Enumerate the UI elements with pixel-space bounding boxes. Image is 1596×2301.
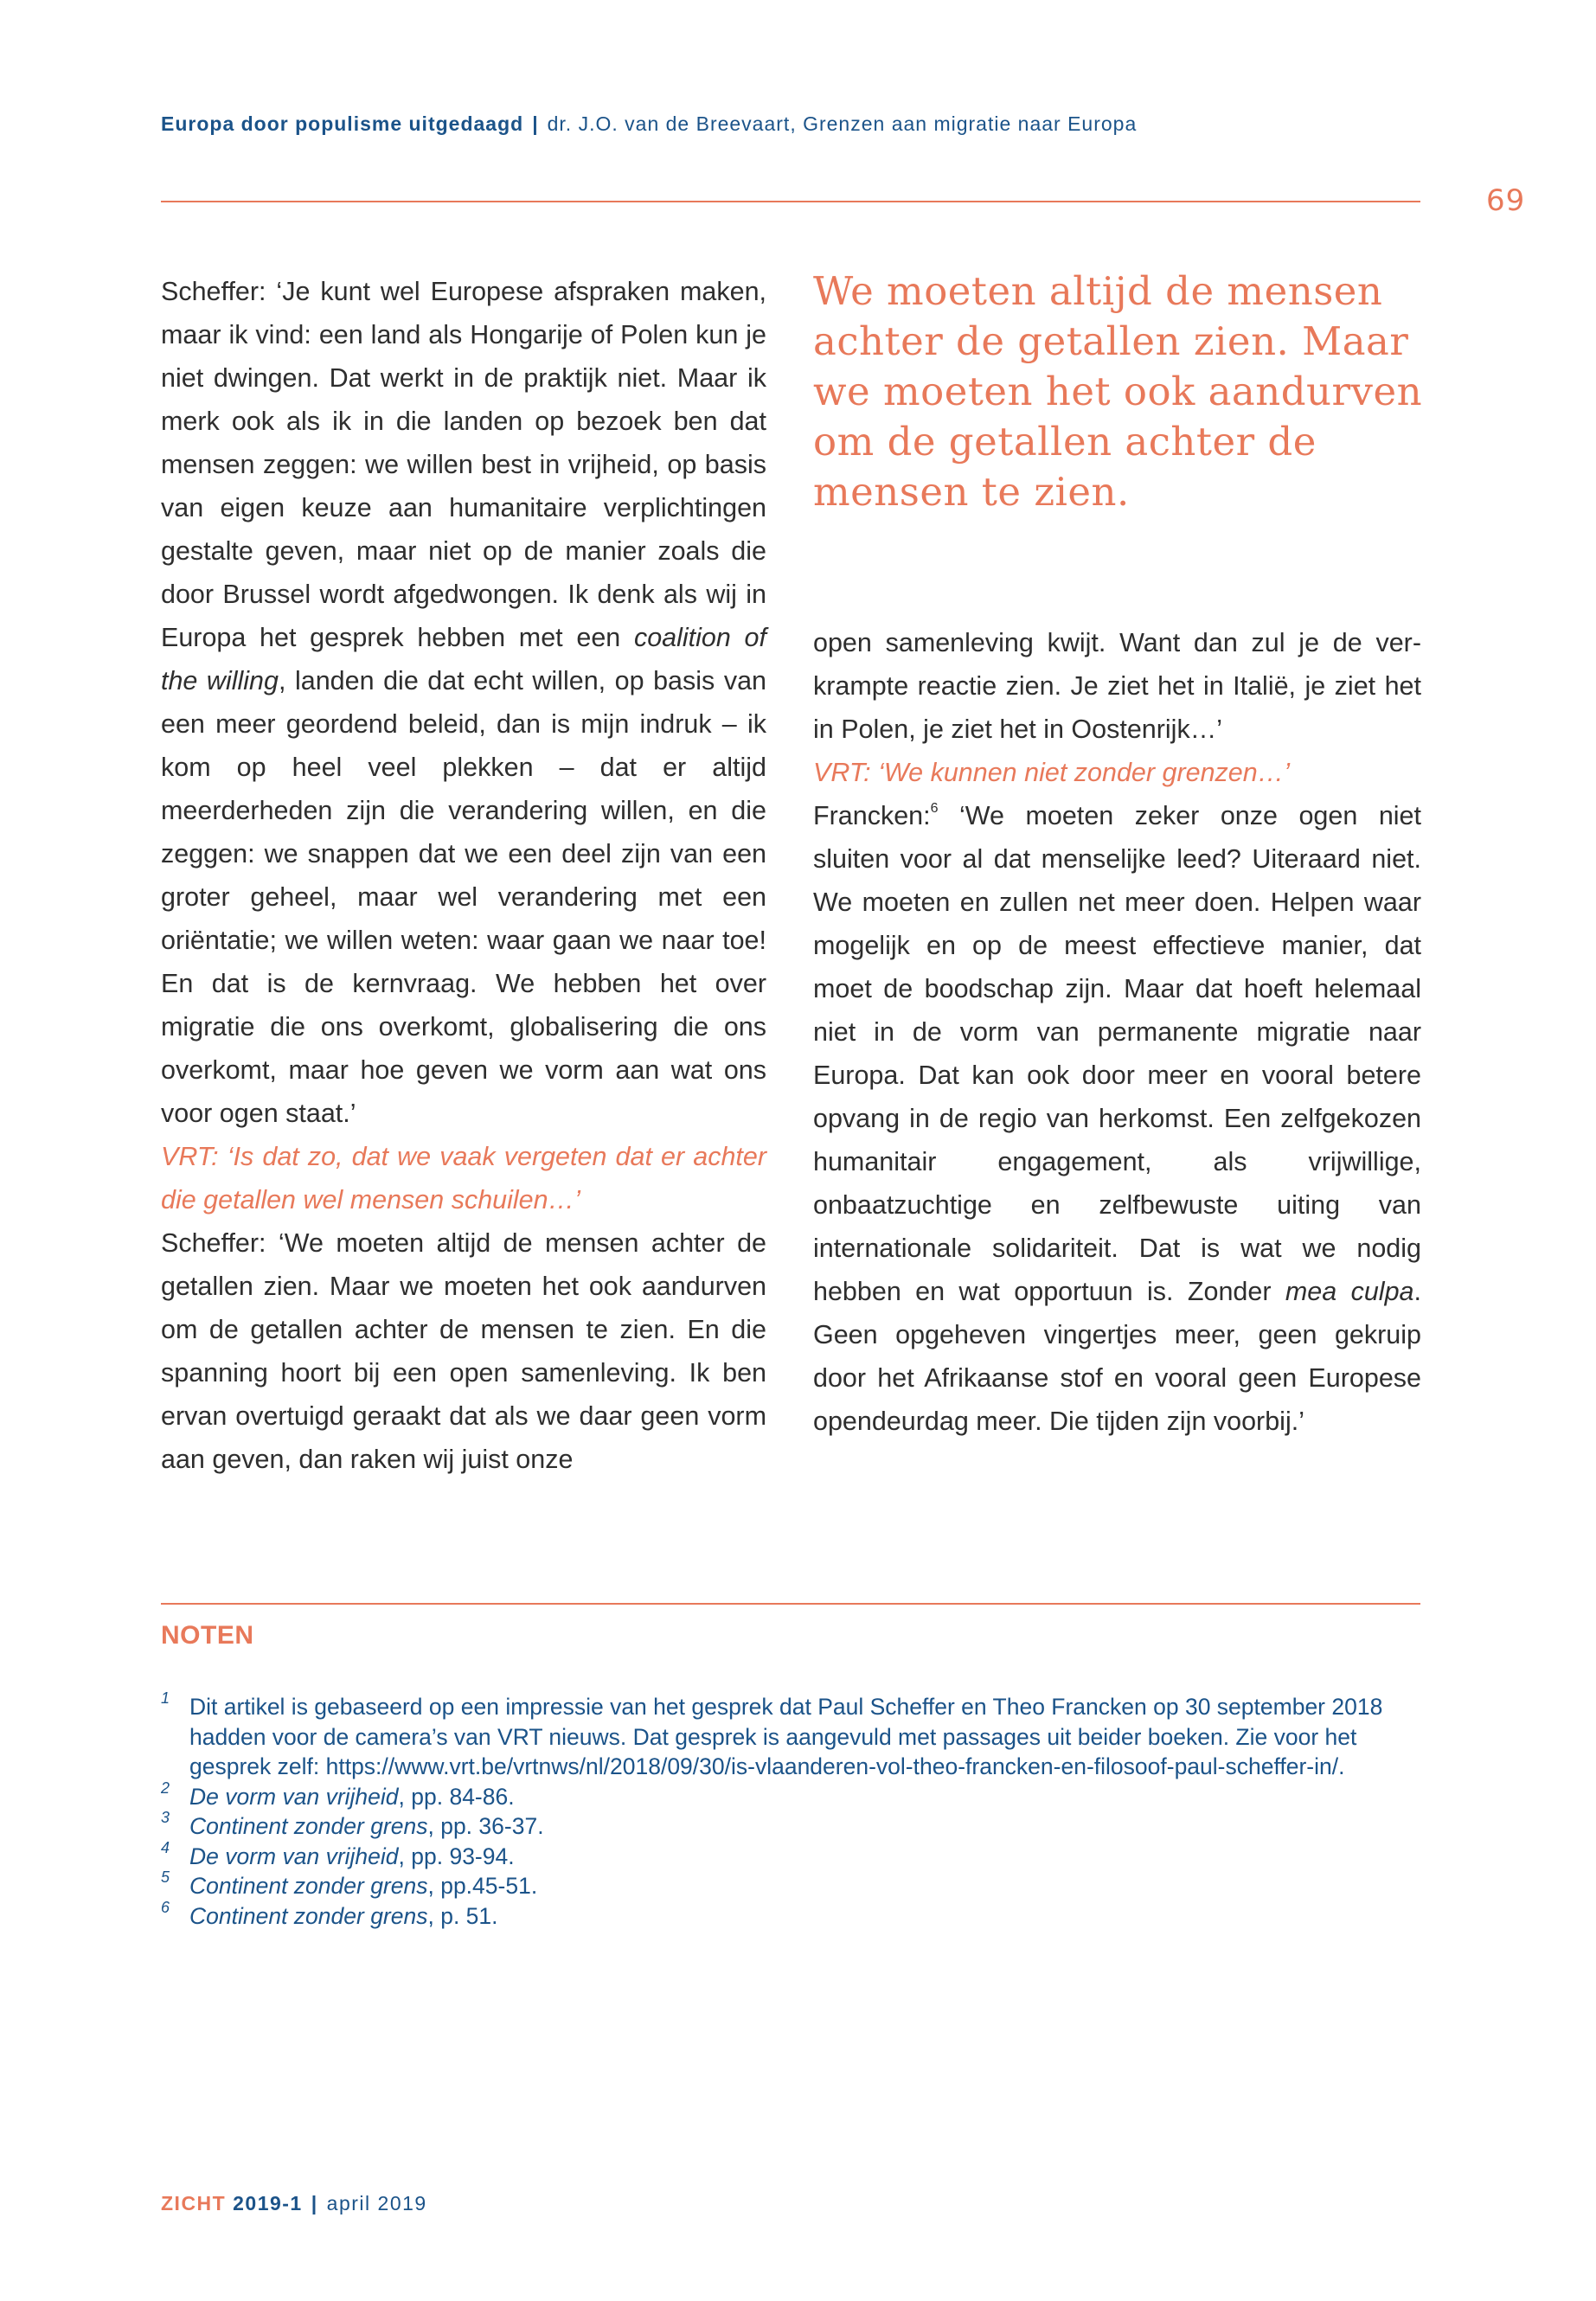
note-pages: , pp. 84-86. (398, 1783, 515, 1810)
note-number: 6 (161, 1898, 170, 1916)
scheffer-paragraph-2: Scheffer: ‘We moeten altijd de mensen achter de getallen zien. Maar we moeten het ook aandurven om de getallen achter de mensen te zien. En die spanning hoort bij een open samenleving. Ik ben ervan overtuigd geraakt dat als we daar geen vorm aan geven, dan raken wij juist onze (161, 1228, 766, 1474)
note-pages: , pp.45-51. (427, 1873, 538, 1899)
magazine-name: ZICHT (161, 2192, 227, 2214)
note-book-title: De vorm van vrijheid (189, 1843, 399, 1869)
note-1 (161, 1689, 1424, 1782)
note-pages: , pp. 93-94. (398, 1843, 515, 1869)
note-pages: , pp. 36-37. (427, 1813, 544, 1839)
note-number: 4 (161, 1838, 170, 1856)
note-number: 1 (161, 1689, 170, 1707)
vrt-question-2: VRT: ‘We kunnen niet zonder grenzen…’ (813, 758, 1290, 787)
author-prefix: dr. (547, 112, 573, 135)
scheffer-paragraph-continued: open samenleving kwijt. Want dan zul je de verkrampte reactie zien. Je ziet het in Italië, je ziet het in Polen, je ziet het in Oostenrijk…’ (813, 628, 1421, 744)
notes-rule (161, 1603, 1420, 1605)
vrt-question-1: VRT: ‘Is dat zo, dat we vaak vergeten dat er achter die getallen wel mensen schuilen…’ (161, 1142, 766, 1215)
note-5 (161, 1868, 1424, 1901)
note-text: Dit artikel is gebaseerd op een impressie van het gesprek dat Paul Scheffer en Theo Francken op 30 september 2018 hadden voor de camera’s van VRT nieuws. Dat gesprek is aangevuld met passages uit beider boeken. Zie voor het gesprek zelf: https://www.vrt.be/vrtnws/nl/2018/09/30/is-vlaanderen-vol-theo-francken-en-filosoof-paul-scheffer-in/. (189, 1694, 1383, 1779)
page-footer (161, 2192, 427, 2215)
header-rule (161, 201, 1420, 202)
note-pages: , p. 51. (427, 1902, 498, 1929)
emphasis-coalition: coalition of the willing (161, 623, 766, 695)
notes-title: NOTEN (161, 1621, 254, 1650)
scheffer-paragraph-1: Scheffer: ‘Je kunt wel Europese afspraken maken, maar ik vind: een land als Hongarije of Polen kun je niet dwingen. Dat werkt in de praktijk niet. Maar ik merk ook als ik in die landen op bezoek ben dat mensen zeggen: we willen best in vrijheid, op basis van eigen keuze aan humanitaire verplichtingen gestalte geven, maar niet op de manier zoals die door Brussel wordt afgedwongen. Ik denk als wij in Europa het gesprek hebben met een coalition of the willing, landen die dat echt willen, op basis van een meer geordend beleid, dan is mijn indruk – ik kom op heel veel plekken – dat er altijd meerderheden zijn die verandering willen, en die zeggen: we snappen dat we een deel zijn van een groter geheel, maar wel verandering met een oriëntatie; we willen weten: waar gaan we naar toe! En dat is de kernvraag. We hebben het over migratie die ons overkomt, globalisering die ons overkomt, maar hoe geven we vorm aan wat ons voor ogen staat.’ (161, 277, 766, 1128)
footnote-ref-6[interactable]: 6 (930, 801, 939, 816)
note-number: 2 (161, 1779, 170, 1797)
pull-quote: We moeten altijd de mensen achter de getallen zien. Maar we moeten het ook aandurven om de getallen achter de mensen te zien. (813, 268, 1423, 515)
page-number: 69 (1486, 183, 1526, 218)
note-4 (161, 1838, 1424, 1872)
note-3 (161, 1811, 1424, 1842)
running-header (161, 112, 1415, 136)
note-6 (161, 1898, 1424, 1932)
issue-date: april 2019 (326, 2192, 427, 2214)
emphasis-mea-culpa: mea culpa (1285, 1277, 1414, 1306)
publication-title: Europa door populisme uitgedaagd (161, 112, 524, 135)
note-book-title: Continent zonder grens (189, 1902, 428, 1929)
right-column (813, 621, 1421, 1443)
note-number: 5 (161, 1868, 170, 1886)
note-2 (161, 1779, 1424, 1812)
left-column (161, 270, 766, 1481)
issue-number: 2019-1 (233, 2192, 303, 2214)
note-book-title: Continent zonder grens (189, 1813, 428, 1839)
note-book-title: Continent zonder grens (189, 1873, 428, 1899)
notes-list (161, 1689, 1424, 1931)
francken-paragraph: Francken:$^6$ ‘We moeten zeker onze ogen niet sluiten voor al dat menselijke leed? Uiteraard niet. We moeten en zullen net meer doen. Helpen waar mogelijk en op de meest effectieve manier, dat moet de boodschap zijn. Maar dat hoeft helemaal niet in de vorm van permanente migratie naar Europa. Dat kan ook door meer en vooral betere opvang in de regio van herkomst. Een zelfgekozen humanitair engagement, als vrijwillige, onbaatzuchtige en zelfbewuste uiting van internationale solidariteit. Dat is wat we nodig hebben en wat opportuun is. Zonder mea culpa. Geen opgeheven vingertjes meer, geen gekruip door het Afrikaanse stof en vooral geen Europese opendeurdag meer. Die tijden zijn voorbij.’ (813, 801, 1421, 1436)
note-number: 3 (161, 1809, 170, 1826)
note-book-title: De vorm van vrijheid (189, 1783, 399, 1810)
header-separator: | (532, 112, 539, 135)
footer-separator: | (311, 2192, 318, 2214)
article-author-title: J.O. van de Breevaart, Grenzen aan migratie naar Europa (578, 112, 1138, 135)
